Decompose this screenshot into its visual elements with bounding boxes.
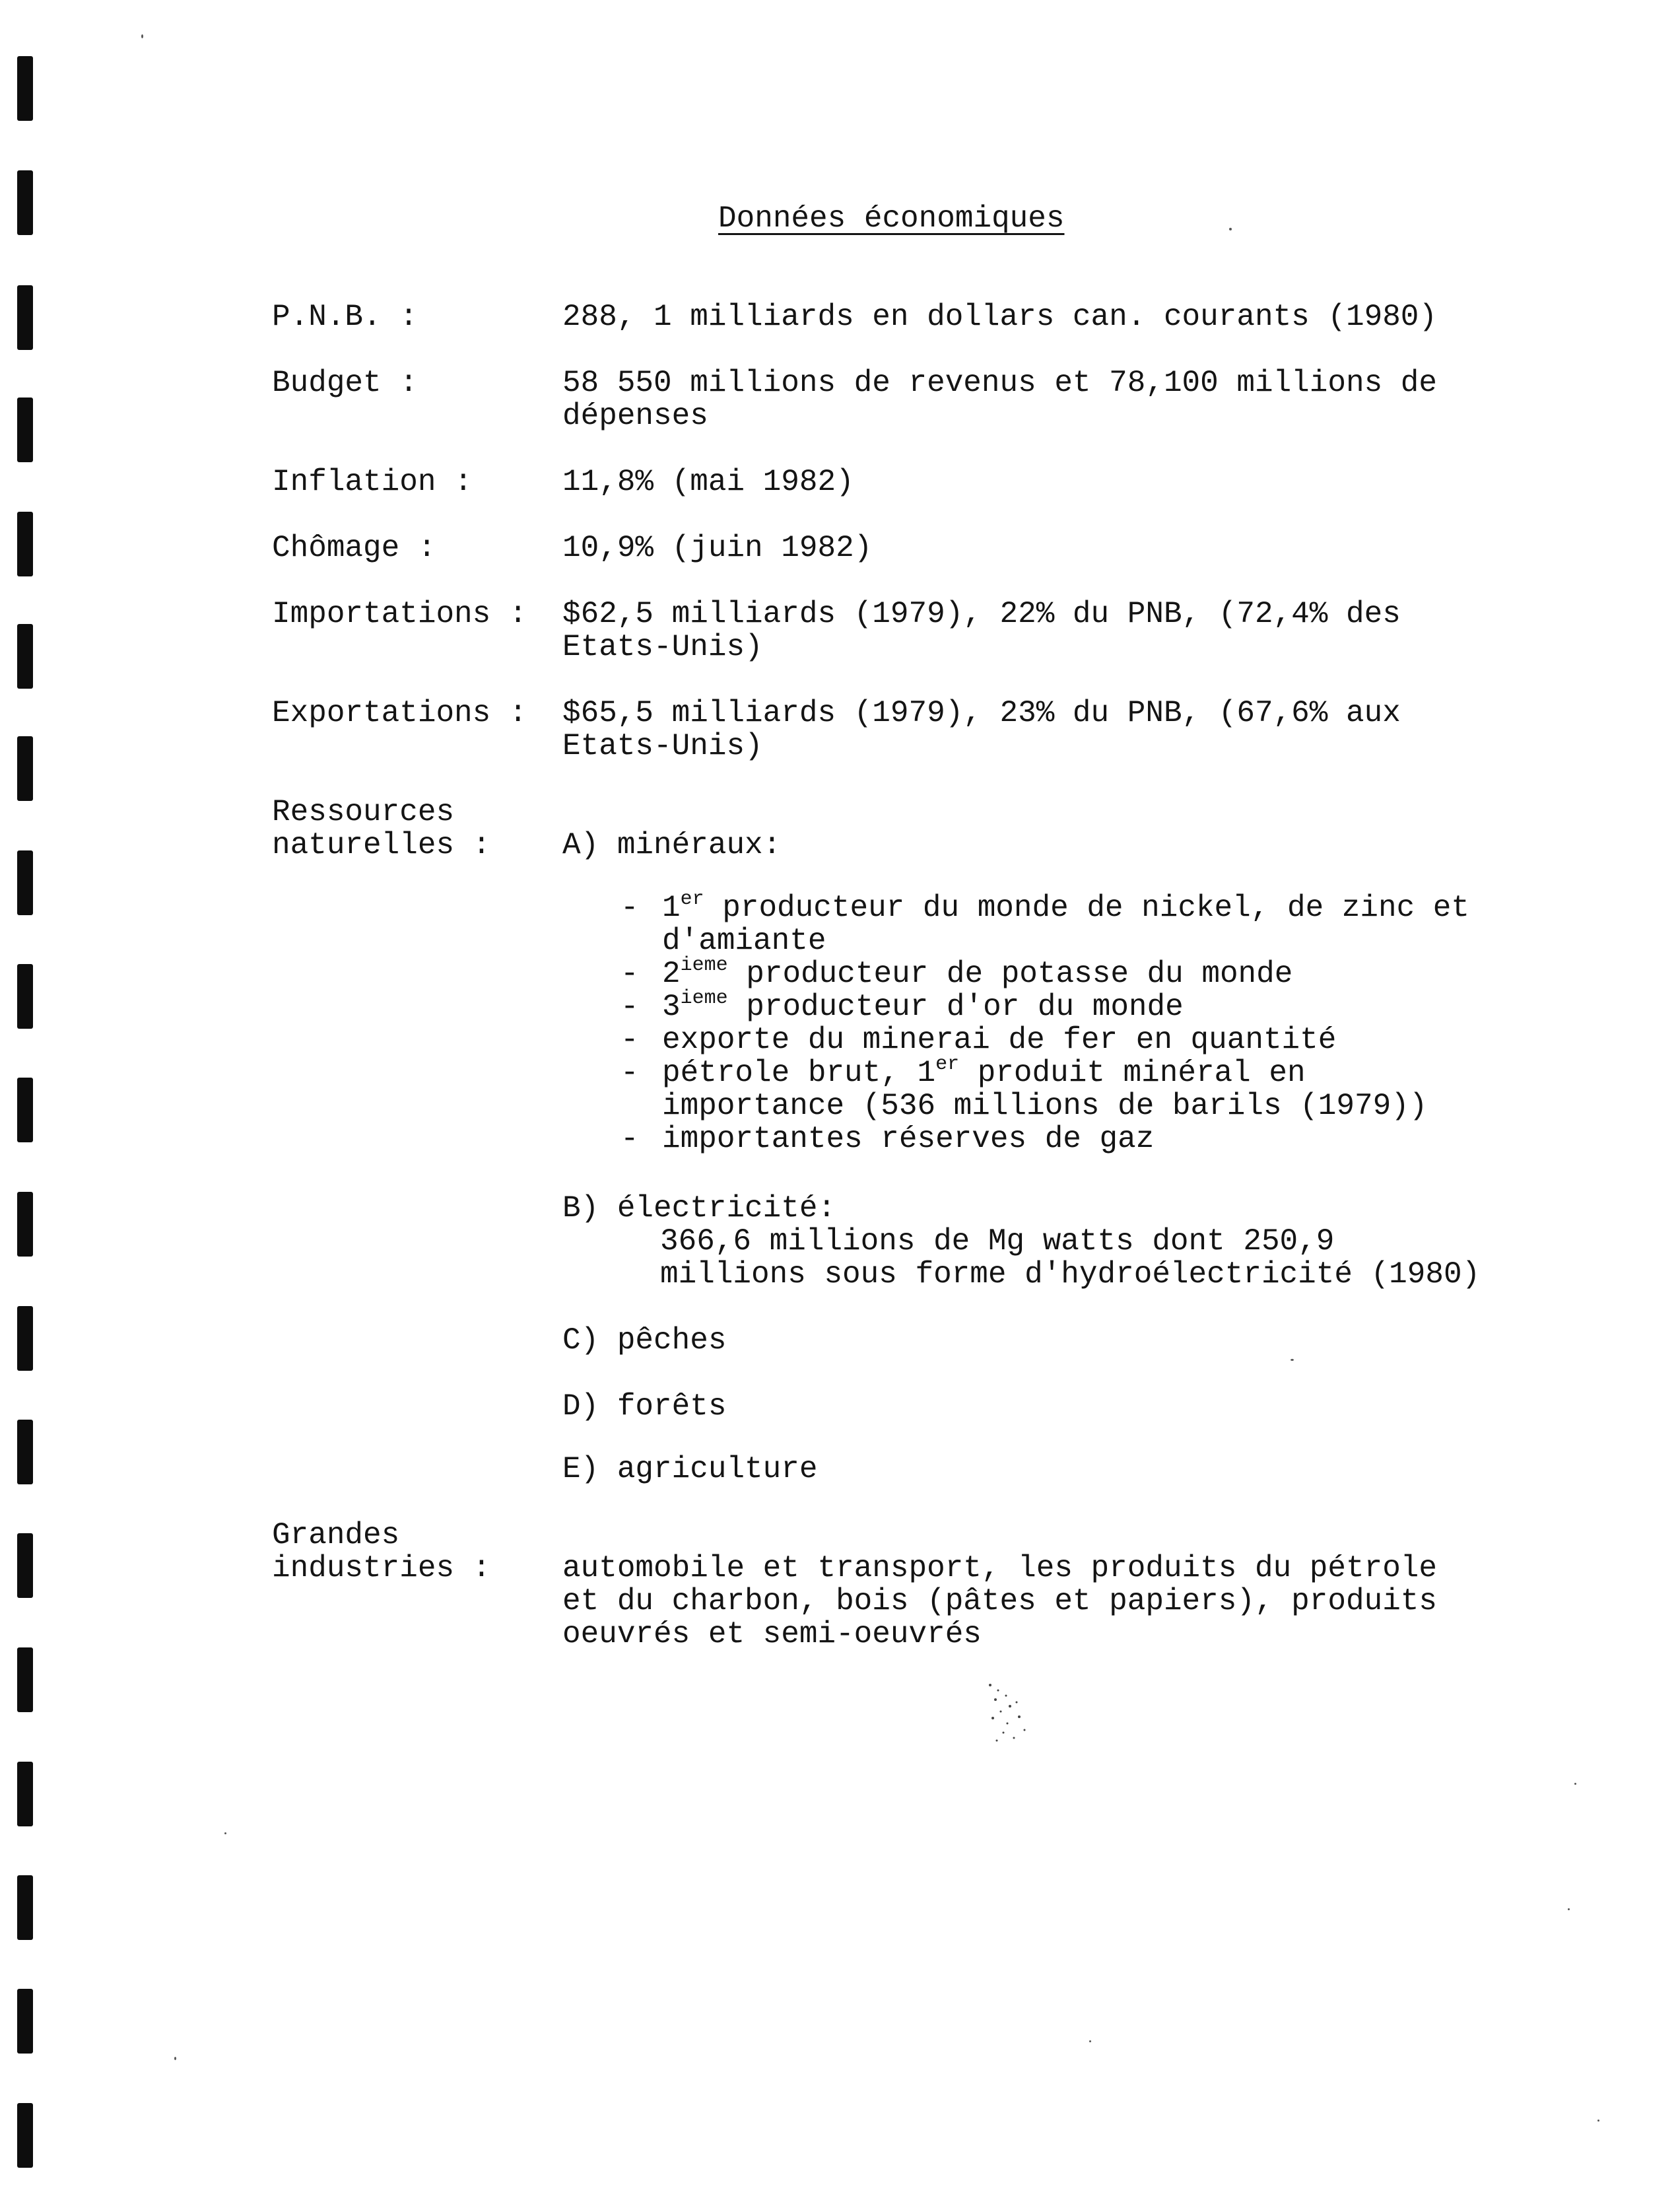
scan-speck: [1089, 2040, 1091, 2042]
bullet-dash: -: [621, 1122, 639, 1156]
industries-line2: et du charbon, bois (pâtes et papiers), produits: [562, 1584, 1438, 1618]
inflation-value: 11,8% (mai 1982): [562, 465, 854, 499]
binder-hole-mark: [17, 1647, 33, 1712]
industries-label-line2: industries :: [272, 1551, 491, 1585]
bullet-5-text: pétrole brut, 1er produit minéral en: [662, 1053, 1306, 1090]
exportations-value-line2: Etats-Unis): [562, 729, 763, 763]
binder-hole-mark: [17, 170, 33, 235]
electricite-line1: 366,6 millions de Mg watts dont 250,9: [660, 1224, 1335, 1259]
binder-hole-mark: [17, 1420, 33, 1484]
scan-speck: [141, 34, 143, 38]
binder-hole-mark: [17, 1078, 33, 1142]
importations-label: Importations :: [272, 597, 527, 631]
ressources-d: D) forêts: [562, 1389, 727, 1424]
binder-hole-mark: [17, 1989, 33, 2054]
ressources-c: C) pêches: [562, 1323, 727, 1358]
scan-speck: [1568, 1908, 1570, 1910]
budget-label: Budget :: [272, 366, 418, 400]
ressources-e: E) agriculture: [562, 1452, 818, 1486]
scan-speck: [1574, 1783, 1576, 1785]
binder-hole-mark: [17, 512, 33, 576]
industries-line3: oeuvrés et semi-oeuvrés: [562, 1617, 982, 1651]
scan-specks: [984, 1677, 1063, 1770]
bullet-1-text: 1er producteur du monde de nickel, de zinc et: [662, 888, 1470, 925]
bullet-dash: -: [621, 957, 639, 991]
page-title: Données économiques: [718, 201, 1065, 236]
bullet-dash: -: [621, 1056, 639, 1090]
chomage-value: 10,9% (juin 1982): [562, 531, 873, 565]
bullet-dash: -: [621, 891, 639, 925]
binder-hole-mark: [17, 1762, 33, 1826]
industries-line1: automobile et transport, les produits du pétrole: [562, 1551, 1438, 1585]
binder-hole-mark: [17, 736, 33, 801]
binder-hole-mark: [17, 56, 33, 121]
binder-hole-mark: [17, 850, 33, 915]
ressources-label-line2: naturelles :: [272, 828, 491, 862]
bullet-2-text: 2ieme producteur de potasse du monde: [662, 954, 1293, 991]
exportations-value-line1: $65,5 milliards (1979), 23% du PNB, (67,6% aux: [562, 696, 1401, 730]
binder-hole-mark: [17, 2103, 33, 2168]
ressources-a-heading: A) minéraux:: [562, 828, 782, 862]
bullet-3-text: 3ieme producteur d'or du monde: [662, 987, 1184, 1024]
binder-hole-mark: [17, 964, 33, 1029]
importations-value-line2: Etats-Unis): [562, 630, 763, 664]
pnb-label: P.N.B. :: [272, 300, 418, 334]
exportations-label: Exportations :: [272, 696, 527, 730]
scan-speck: [224, 1832, 226, 1834]
pnb-value: 288, 1 milliards en dollars can. courants (1980): [562, 300, 1438, 334]
industries-label-line1: Grandes: [272, 1518, 400, 1552]
ressources-b-heading: B) électricité:: [562, 1191, 836, 1226]
bullet-6-text: importantes réserves de gaz: [662, 1122, 1155, 1156]
binder-holes: [17, 0, 36, 2212]
scan-speck: [1597, 2120, 1599, 2122]
binder-hole-mark: [17, 624, 33, 689]
bullet-5-continuation: importance (536 millions de barils (1979)): [662, 1089, 1428, 1123]
bullet-4-text: exporte du minerai de fer en quantité: [662, 1023, 1337, 1057]
chomage-label: Chômage :: [272, 531, 436, 565]
binder-hole-mark: [17, 1533, 33, 1598]
bullet-1-continuation: d'amiante: [662, 924, 826, 958]
bullet-dash: -: [621, 990, 639, 1024]
binder-hole-mark: [17, 397, 33, 462]
ressources-label-line1: Ressources: [272, 795, 455, 829]
binder-hole-mark: [17, 285, 33, 350]
bullet-dash: -: [621, 1023, 639, 1057]
scan-speck: [1229, 228, 1232, 230]
importations-value-line1: $62,5 milliards (1979), 22% du PNB, (72,4% des: [562, 597, 1401, 631]
binder-hole-mark: [17, 1306, 33, 1371]
scan-speck: [174, 2057, 176, 2060]
electricite-line2: millions sous forme d'hydroélectricité (1980): [660, 1257, 1481, 1292]
inflation-label: Inflation :: [272, 465, 473, 499]
budget-value-line2: dépenses: [562, 399, 708, 433]
binder-hole-mark: [17, 1192, 33, 1257]
budget-value-line1: 58 550 millions de revenus et 78,100 millions de: [562, 366, 1438, 400]
scan-speck: [1291, 1359, 1294, 1361]
binder-hole-mark: [17, 1875, 33, 1940]
